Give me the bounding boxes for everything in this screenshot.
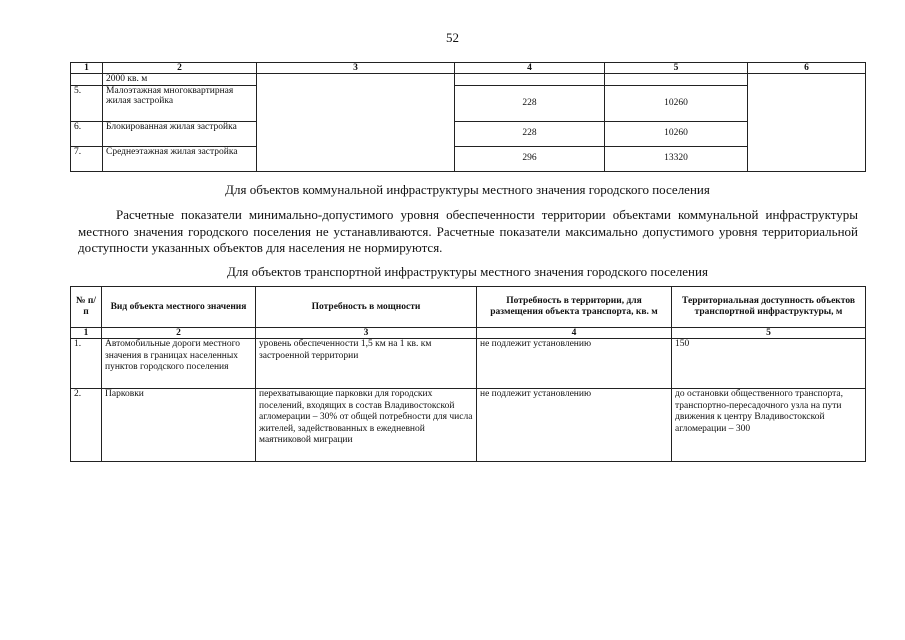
object-type: Парковки xyxy=(102,389,256,462)
row-number xyxy=(71,74,103,86)
column-number: 4 xyxy=(477,328,672,339)
column-header: Вид объекта местного значения xyxy=(102,287,256,328)
table-row xyxy=(71,389,866,462)
object-type: Автомобильные дороги местного значения в границах населенных пунктов городского поселения xyxy=(102,339,256,389)
row-number: 7. xyxy=(71,146,103,171)
building-type: Малоэтажная многоквартирная жилая застройка xyxy=(103,85,257,121)
capacity-need: уровень обеспеченности 1,5 км на 1 кв. км застроенной территории xyxy=(256,339,477,389)
cell-value: 228 xyxy=(455,121,605,146)
transport-infrastructure-table xyxy=(70,286,866,462)
column-number: 2 xyxy=(102,328,256,339)
table-row xyxy=(71,146,866,171)
cell-value xyxy=(605,74,748,86)
building-type: Среднеэтажная жилая застройка xyxy=(103,146,257,171)
building-type: Блокированная жилая застройка xyxy=(103,121,257,146)
row-number: 5. xyxy=(71,85,103,121)
merged-cell-col3 xyxy=(257,74,455,172)
column-header: № п/п xyxy=(71,287,102,328)
accessibility: 150 xyxy=(672,339,866,389)
zoning-table-continued xyxy=(70,62,866,172)
column-number: 5 xyxy=(605,63,748,74)
cell-value: 296 xyxy=(455,146,605,171)
table-row xyxy=(71,339,866,389)
column-header: Потребность в мощности xyxy=(256,287,477,328)
row-number: 1. xyxy=(71,339,102,389)
table-row xyxy=(71,85,866,121)
cell-value: 10260 xyxy=(605,85,748,121)
section-title-communal: Для объектов коммунальной инфраструктуры местного значения городского поселения xyxy=(225,182,710,197)
column-header: Территориальная доступность объектов транспортной инфраструктуры, м xyxy=(672,287,866,328)
section-paragraph: Расчетные показатели минимально-допустимого уровня обеспеченности территории объектами коммунальной инфраструктуры местного значения городского поселения не устанавливаются. Расчетные показатели максимально допустимого уровня территориальной доступности указанных объектов для населения не нормируются. xyxy=(78,207,858,255)
territory-need: не подлежит установлению xyxy=(477,339,672,389)
column-number-row xyxy=(71,328,866,339)
column-number: 6 xyxy=(748,63,866,74)
row-number: 2. xyxy=(71,389,102,462)
table-header-row xyxy=(71,287,866,328)
capacity-need: перехватывающие парковки для городских поселений, входящих в состав Владивостокской агломерации – 30% от общей потребности для числа жителей, задействованных в ежедневной маятниковой миграции xyxy=(256,389,477,462)
page-number: 52 xyxy=(446,30,459,45)
row-number: 6. xyxy=(71,121,103,146)
column-number: 4 xyxy=(455,63,605,74)
table-row xyxy=(71,121,866,146)
column-number: 3 xyxy=(256,328,477,339)
column-header: Потребность в территории, для размещения объекта транспорта, кв. м xyxy=(477,287,672,328)
column-number: 2 xyxy=(103,63,257,74)
column-number: 5 xyxy=(672,328,866,339)
column-number: 1 xyxy=(71,328,102,339)
cell-value: 10260 xyxy=(605,121,748,146)
table-header-row xyxy=(71,63,866,74)
cell-value: 13320 xyxy=(605,146,748,171)
column-number: 1 xyxy=(71,63,103,74)
territory-need: не подлежит установлению xyxy=(477,389,672,462)
merged-cell-col6 xyxy=(748,74,866,172)
accessibility: до остановки общественного транспорта, транспортно-пересадочного узла на пути движения к центру Владивостокской агломерации – 300 xyxy=(672,389,866,462)
table-row xyxy=(71,74,866,86)
column-number: 3 xyxy=(257,63,455,74)
cell-value xyxy=(455,74,605,86)
building-type: 2000 кв. м xyxy=(103,74,257,86)
cell-value: 228 xyxy=(455,85,605,121)
section-title-transport: Для объектов транспортной инфраструктуры местного значения городского поселения xyxy=(227,264,708,279)
